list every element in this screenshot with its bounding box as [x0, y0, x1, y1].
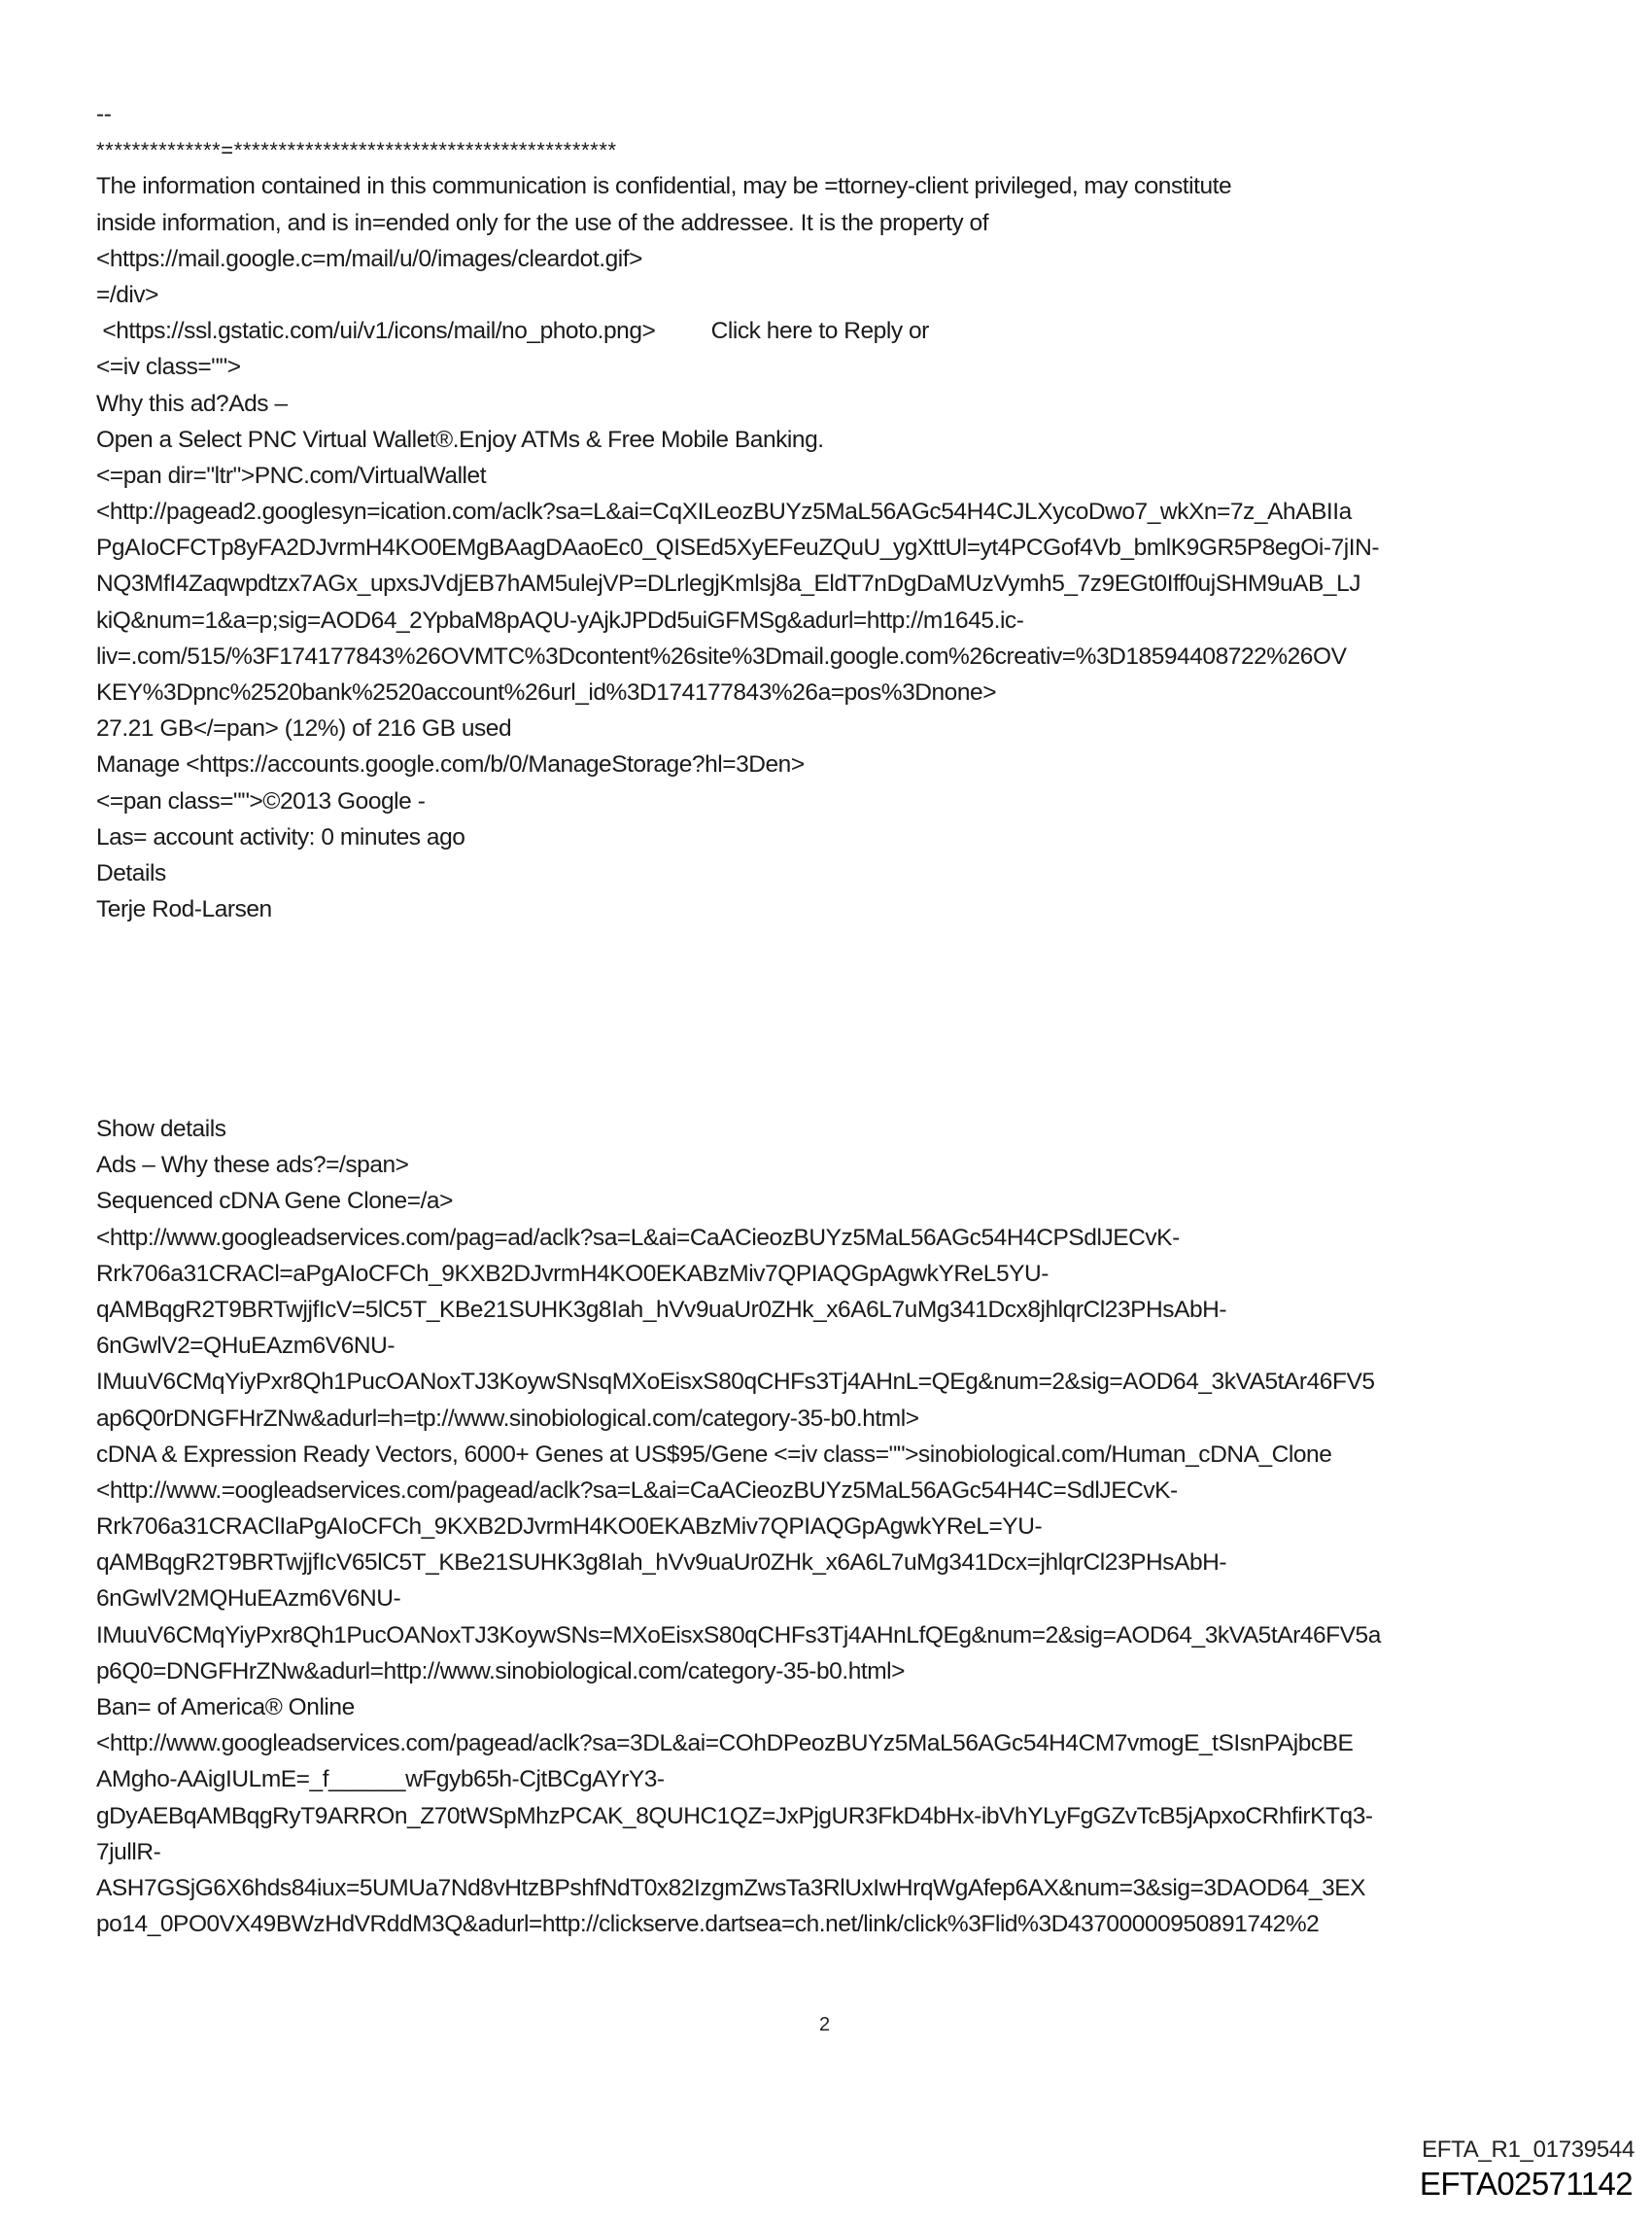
- pnc-ad-click-url: <http://pagead2.googlesyn=ication.com/aclk?sa=L&ai=CqXILeozBUYz5MaL56AGc54H4CJLXycoDwo7_wkXn=7z_AhABIIa: [96, 499, 1352, 526]
- cdna-ad-click-url-2: qAMBqgR2T9BRTwjjfIcV65lC5T_KBe21SUHK3g8Iah_hVv9uaUr0ZHk_x6A6L7uMg341Dcx=jhlqrCl23PHsAbH-: [96, 1549, 1227, 1577]
- details-label: Details: [96, 859, 166, 886]
- boa-ad-click-url: AMgho-AAigIULmE=_f______wFgyb65h-CjtBCgAYrY3-: [96, 1766, 665, 1793]
- confidentiality-notice-line-2: inside information, and is in=ended only for the use of the addressee. It is the property of: [96, 209, 989, 236]
- why-these-ads-label: Ads – Why these ads?=/span>: [96, 1152, 409, 1179]
- boa-ad-click-url: po14_0PO0VX49BWzHdVRddM3Q&adurl=http://clickserve.dartsea=ch.net/link/click%3Flid%3D43700000950891742%2: [96, 1911, 1320, 1938]
- copyright-google: <=pan class="">©2013 Google -: [96, 787, 426, 815]
- cdna-ad-click-url-2: p6Q0=DNGFHrZNw&adurl=http://www.sinobiological.com/category-35-b0.html>: [96, 1657, 906, 1684]
- ads-block: [96, 1111, 1612, 1942]
- email-footer-block: [96, 96, 1612, 927]
- boa-ad-headline: Ban= of America® Online: [96, 1694, 355, 1720]
- pnc-ad-click-url: PgAIoCFCTp8yFA2DJvrmH4KO0EMgBAagDAaoEc0_QISEd5XyEFeuZQuU_ygXttUl=yt4PCGof4Vb_bmlK9GR5P8egOi-7jIN-: [96, 535, 1380, 562]
- show-details-label: Show details: [96, 1116, 226, 1142]
- cdna-ad-click-url-2: <http://www.=oogleadservices.com/pagead/aclk?sa=L&ai=CaACieozBUYz5MaL56AGc54H4C=SdlJECvK-: [96, 1476, 1178, 1504]
- pnc-ad-click-url: kiQ&num=1&a=p;sig=AOD64_2YpbaM8pAQU-yAjkJPDd5uiGFMSg&adurl=http://m1645.ic-: [96, 607, 1024, 634]
- cleardot-image-link: <https://mail.google.c=m/mail/u/0/images/cleardot.gif>: [96, 245, 642, 272]
- cdna-ad-click-url-2: Rrk706a31CRAClIaPgAIoCFCh_9KXB2DJvrmH4KO0EKABzMiv7QPIAQGpAgwkYReL=YU-: [96, 1513, 1043, 1541]
- separator-dashes: --: [96, 101, 112, 127]
- why-this-ad-label: Why this ad?Ads –: [96, 390, 288, 417]
- sender-name: Terje Rod-Larsen: [96, 896, 272, 923]
- last-account-activity: Las= account activity: 0 minutes ago: [96, 823, 465, 851]
- boa-ad-click-url: gDyAEBqAMBqgRyT9ARROn_Z70tWSpMhzPCAK_8QUHC1QZ=JxPjgUR3FkD4bHx-ibVhYLyFgGZvTcB5jApxoCRhfirKTq3-: [96, 1802, 1373, 1829]
- pnc-ad-click-url: KEY%3Dpnc%2520bank%2520account%26url_id%3D174177843%26a=pos%3Dnone>: [96, 679, 997, 706]
- cdna-ad-click-url: Rrk706a31CRACl=aPgAIoCFCh_9KXB2DJvrmH4KO0EKABzMiv7QPIAQGpAgwkYReL5YU-: [96, 1260, 1049, 1287]
- cdna-ad-click-url: 6nGwlV2=QHuEAzm6V6NU-: [96, 1333, 396, 1360]
- pnc-ad-click-url: NQ3MfI4Zaqwpdtzx7AGx_upxsJVdjEB7hAM5ulejVP=DLrlegjKmlsj8a_EldT7nDgDaMUzVymh5_7z9EGt0Iff0ujSHM9uAB_LJ: [96, 571, 1361, 598]
- cdna-ad-click-url: ap6Q0rDNGFHrZNw&adurl=h=tp://www.sinobiological.com/category-35-b0.html>: [96, 1405, 919, 1432]
- page-number: 2: [819, 2014, 831, 2035]
- boa-ad-click-url: ASH7GSjG6X6hds84iux=5UMUa7Nd8vHtzBPshfNdT0x82IzgmZwsTa3RlUxIwHrqWgAfep6AX&num=3&sig=3DAOD64_3EX: [96, 1874, 1366, 1901]
- cdna-ad-description: cDNA & Expression Ready Vectors, 6000+ Genes at US$95/Gene <=iv class="">sinobiological.com/Human_cDNA_Clone: [96, 1441, 1332, 1468]
- storage-usage: 27.21 GB</=pan> (12%) of 216 GB used: [96, 715, 512, 743]
- pnc-ad-click-url: liv=.com/515/%3F174177843%26OVMTC%3Dcontent%26site%3Dmail.google.com%26creativ=%3D18594408722%26OV: [96, 642, 1347, 670]
- pnc-ad-headline: Open a Select PNC Virtual Wallet®.Enjoy ATMs & Free Mobile Banking.: [96, 426, 824, 453]
- confidentiality-notice-line-1: The information contained in this communication is confidential, may be =ttorney-client privileged, may constitute: [96, 173, 1232, 200]
- no-photo-link-and-reply: <https://ssl.gstatic.com/ui/v1/icons/mail/no_photo.png> Click here to Reply or: [96, 318, 929, 345]
- cdna-ad-click-url-2: 6nGwlV2MQHuEAzm6V6NU-: [96, 1585, 401, 1613]
- cdna-ad-headline: Sequenced cDNA Gene Clone=/a>: [96, 1188, 453, 1215]
- html-fragment: <=iv class="">: [96, 354, 241, 381]
- bates-number-secondary: EFTA02571142: [1419, 2166, 1633, 2202]
- separator-stars: **************=*******************************************: [96, 138, 617, 163]
- cdna-ad-click-url-2: IMuuV6CMqYiyPxr8Qh1PucOANoxTJ3KoywSNs=MXoEisxS80qCHFs3Tj4AHnLfQEg&num=2&sig=AOD64_3kVA5tAr46FV5a: [96, 1621, 1381, 1649]
- cdna-ad-click-url: IMuuV6CMqYiyPxr8Qh1PucOANoxTJ3KoywSNsqMXoEisxS80qCHFs3Tj4AHnL=QEg&num=2&sig=AOD64_3kVA5tAr46FV5: [96, 1369, 1375, 1396]
- boa-ad-click-url: <http://www.googleadservices.com/pagead/aclk?sa=3DL&ai=COhDPeozBUYz5MaL56AGc54H4CM7vmogE_tSIsnPAjbcBE: [96, 1730, 1354, 1757]
- cdna-ad-click-url: qAMBqgR2T9BRTwjjfIcV=5lC5T_KBe21SUHK3g8Iah_hVv9uaUr0ZHk_x6A6L7uMg341Dcx8jhlqrCl23PHsAbH-: [96, 1296, 1227, 1323]
- cdna-ad-click-url: <http://www.googleadservices.com/pag=ad/aclk?sa=L&ai=CaACieozBUYz5MaL56AGc54H4CPSdlJECvK-: [96, 1224, 1180, 1251]
- html-fragment: =/div>: [96, 281, 159, 308]
- boa-ad-click-url: 7jullR-: [96, 1838, 161, 1865]
- manage-storage-link: Manage <https://accounts.google.com/b/0/ManageStorage?hl=3Den>: [96, 751, 805, 779]
- pnc-ad-display-url: <=pan dir="ltr">PNC.com/VirtualWallet: [96, 462, 487, 489]
- bates-number-primary: EFTA_R1_01739544: [1422, 2136, 1635, 2163]
